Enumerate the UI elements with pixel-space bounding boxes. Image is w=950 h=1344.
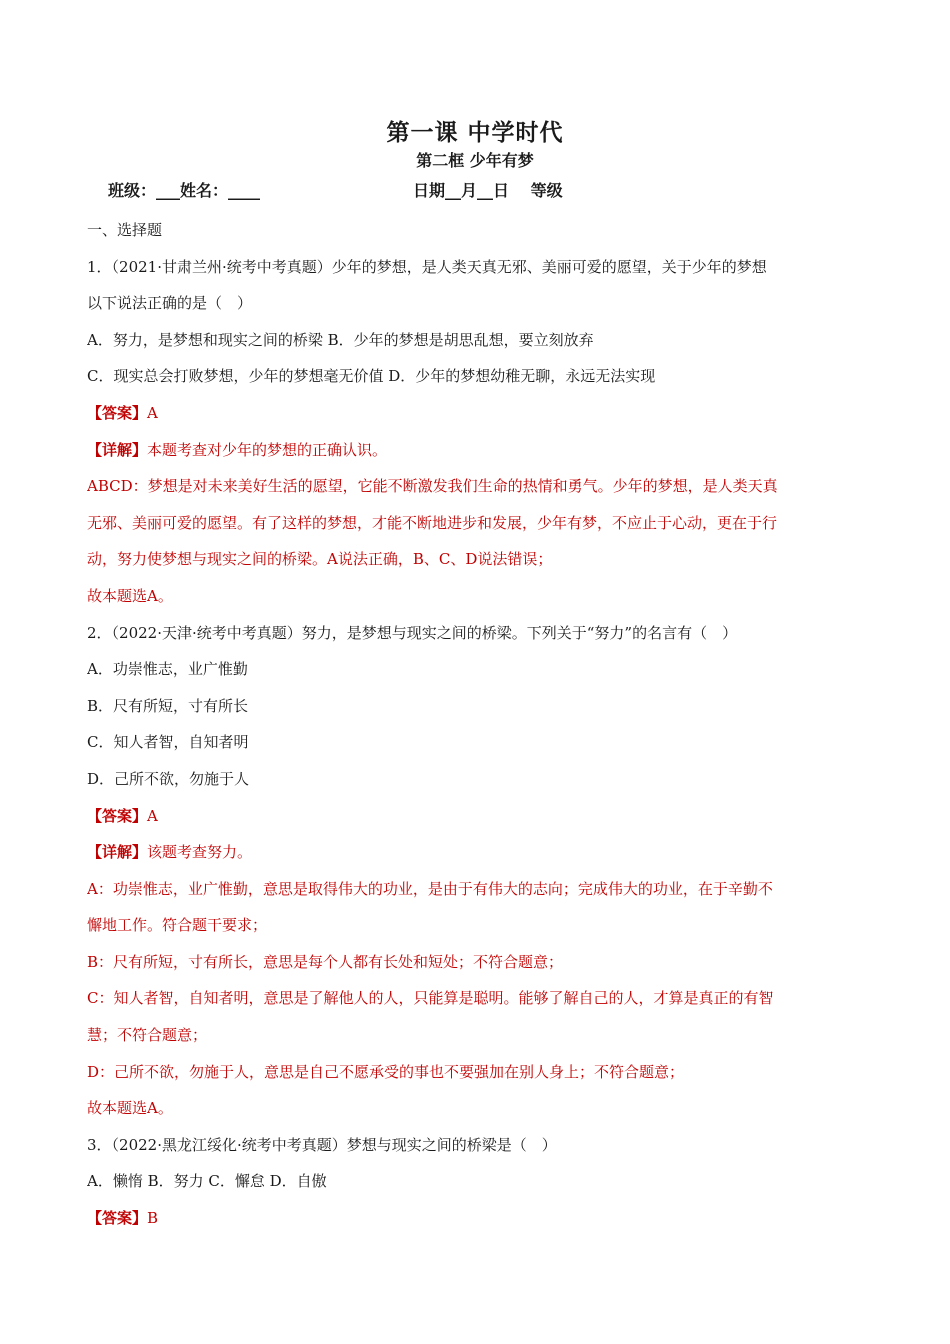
q1-explanation-1: ABCD：梦想是对未来美好生活的愿望，它能不断激发我们生命的热情和勇气。少年的梦想，是人类天真	[87, 477, 778, 496]
q2-stem: 2．（2022·天津·统考中考真题）努力，是梦想与现实之间的桥梁。下列关于“努力”的名言有（ ）	[87, 623, 738, 642]
q2-explanation-d: D：己所不欲，勿施于人，意思是自己不愿承受的事也不要强加在别人身上；不符合题意；	[87, 1062, 685, 1081]
q2-conclusion: 故本题选A。	[87, 1099, 173, 1118]
q2-explanation-a1: A：功崇惟志，业广惟勤，意思是取得伟大的功业，是由于有伟大的志向；完成伟大的功业，在于辛勤不	[87, 879, 773, 898]
q1-options-ab: A．努力，是梦想和现实之间的桥梁 B．少年的梦想是胡思乱想，要立刻放弃	[87, 330, 594, 349]
q1-options-cd: C．现实总会打败梦想，少年的梦想毫无价值 D．少年的梦想幼稚无聊，永远无法实现	[87, 367, 656, 386]
lesson-title: 第一课 中学时代	[386, 119, 564, 146]
q2-option-a: A．功崇惟志，业广惟勤	[87, 660, 248, 679]
q2-detail	[87, 834, 867, 871]
q2-explanation-a2: 懈地工作。符合题干要求；	[87, 916, 268, 935]
q1-stem-line-1: 1．（2021·甘肃兰州·统考中考真题）少年的梦想，是人类天真无邪、美丽可爱的愿望，关于少年的梦想	[87, 257, 767, 276]
lesson-subtitle: 第二框 少年有梦	[416, 151, 534, 170]
answer-value: A	[147, 403, 158, 422]
detail-text: 该题考查努力。	[147, 843, 253, 862]
q2-option-c: C．知人者智，自知者明	[87, 733, 249, 752]
answer-value: B	[147, 1209, 159, 1228]
q1-stem-line-2: 以下说法正确的是（ ）	[87, 294, 253, 313]
answer-label: 【答案】	[87, 403, 148, 422]
q1-answer	[87, 395, 867, 432]
q2-option-d: D．己所不欲，勿施于人	[87, 769, 250, 788]
q1-detail	[87, 432, 867, 469]
answer-label: 【答案】	[87, 1209, 148, 1228]
class-name-fields: 班级：___姓名：____	[108, 181, 261, 200]
section-heading: 一、选择题	[87, 221, 163, 239]
q3-options: A．懒惰 B．努力 C．懈怠 D．自傲	[87, 1172, 327, 1191]
q1-explanation-2: 无邪、美丽可爱的愿望。有了这样的梦想，才能不断地进步和发展，少年有梦，不应止于心动，更在于行	[87, 513, 778, 532]
detail-label: 【详解】	[87, 843, 148, 862]
question-content	[87, 212, 867, 1237]
q2-answer	[87, 798, 867, 835]
q2-explanation-c2: 慧；不符合题意；	[87, 1026, 208, 1045]
q2-option-b: B．尺有所短，寸有所长	[87, 696, 249, 715]
answer-label: 【答案】	[87, 806, 148, 825]
q3-stem: 3．（2022·黑龙江绥化·统考中考真题）梦想与现实之间的桥梁是（ ）	[87, 1135, 557, 1154]
q1-explanation-3: 动，努力使梦想与现实之间的桥梁。A说法正确，B、C、D说法错误；	[87, 550, 553, 569]
student-info-line	[108, 178, 868, 200]
detail-text: 本题考查对少年的梦想的正确认识。	[147, 440, 388, 459]
answer-value: A	[147, 806, 158, 825]
date-grade-fields: 日期__月__日 等级	[413, 181, 563, 200]
q3-answer	[87, 1200, 867, 1237]
detail-label: 【详解】	[87, 440, 148, 459]
q2-explanation-b: B：尺有所短，寸有所长，意思是每个人都有长处和短处；不符合题意；	[87, 952, 564, 971]
q1-conclusion: 故本题选A。	[87, 586, 173, 605]
q2-explanation-c1: C：知人者智，自知者明，意思是了解他人的人，只能算是聪明。能够了解自己的人，才算是真正的有智	[87, 989, 774, 1008]
